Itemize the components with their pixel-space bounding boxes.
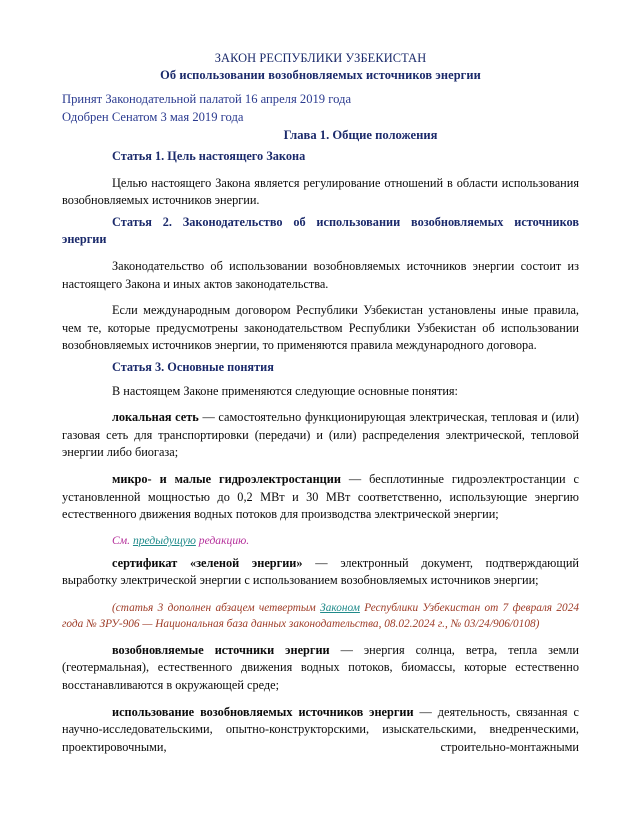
term-local-network	[62, 409, 579, 462]
term-renewable-sources-label: возобновляемые источники энергии	[112, 642, 330, 657]
amendment-law-link[interactable]: Законом	[320, 601, 360, 614]
term-renewable-use-text: — деятельность, связанная с научно-исследовательскими, опытно-конструкторскими, изыскательскими, внедренческими, проектировочными, строительно-монтажными	[62, 704, 579, 754]
term-micro-hpp-text: — бесплотинные гидроэлектростанции с установленной мощностью до 0,2 МВт и 30 МВт соответственно, использующие энергию естественного движения водных потоков для производства электрической энергии;	[62, 471, 579, 522]
term-renewable-sources	[62, 642, 579, 695]
term-green-certificate-text: — электронный документ, подтверждающий выработку электрической энергии с использованием возобновляемых источников энергии;	[62, 555, 580, 588]
amendment-note-part-1: (статья 3 дополнен абзацем четвертым	[112, 601, 321, 614]
article-1-paragraph: Целью настоящего Закона является регулирование отношений в области использования возобновляемых источников энергии.	[62, 175, 579, 208]
term-renewable-use	[62, 704, 579, 757]
amendment-note-part-2: Республики Узбекистан от 7 февраля 2024 года № ЗРУ-906 — Национальная база данных законодательства, 08.02.2024 г., № 03/24/906/0108)	[62, 601, 579, 631]
term-green-certificate	[62, 555, 579, 590]
article-2-heading: Статья 2. Законодательство об использовании возобновляемых источников энергии	[62, 214, 579, 247]
article-3-heading: Статья 3. Основные понятия	[112, 359, 274, 374]
article-1-heading: Статья 1. Цель настоящего Закона	[112, 149, 306, 163]
see-previous-suffix: редакцию.	[195, 533, 250, 547]
term-micro-hpp-label: микро- и малые гидроэлектростанции	[112, 471, 341, 486]
adopted-by-legislative-chamber: Принят Законодательной палатой 16 апреля 2019 года	[62, 92, 352, 106]
document-body	[62, 50, 579, 756]
document-title-line-2: Об использовании возобновляемых источников энергии	[160, 68, 481, 82]
see-previous-edition-note	[62, 532, 579, 549]
document-title-line-1: ЗАКОН РЕСПУБЛИКИ УЗБЕКИСТАН	[214, 51, 427, 65]
article-3-intro: В настоящем Законе применяются следующие основные понятия:	[112, 383, 458, 398]
term-micro-hpp	[62, 471, 579, 524]
approved-by-senate: Одобрен Сенатом 3 мая 2019 года	[62, 109, 244, 124]
article-2-paragraph-1: Законодательство об использовании возобновляемых источников энергии состоит из настоящего Закона и иных актов законодательства.	[62, 258, 579, 291]
see-previous-prefix: См.	[112, 533, 133, 547]
term-renewable-sources-text: — энергия солнца, ветра, тепла земли (геотермальная), естественного движения водных потоков, биомассы, которые естественно восстанавливаются в окружающей среде;	[62, 642, 579, 693]
see-previous-edition-link[interactable]: предыдущую	[132, 533, 196, 547]
chapter-1-heading: Глава 1. Общие положения	[283, 128, 438, 142]
term-local-network-text: — самостоятельно функционирующая электрическая, тепловая и (или) газовая сеть для транспортировки (передачи) и (или) распределения электрической, тепловой энергии либо биогаза;	[62, 410, 579, 460]
amendment-note	[62, 600, 579, 633]
term-green-certificate-label: сертификат «зеленой энергии»	[112, 555, 303, 570]
term-renewable-use-label: использование возобновляемых источников энергии	[112, 704, 414, 719]
term-local-network-label: локальная сеть	[112, 410, 199, 425]
article-2-paragraph-2: Если международным договором Республики Узбекистан установлены иные правила, чем те, которые предусмотрены законодательством Республики Узбекистан об использовании возобновляемых источников энергии, то применяются правила международного договора.	[62, 303, 579, 353]
